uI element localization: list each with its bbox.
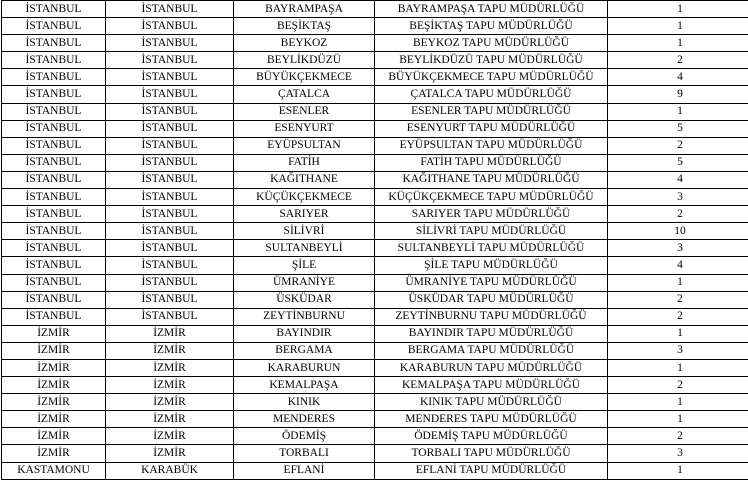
count-cell: 1 [608,35,748,52]
region-cell: İSTANBUL [106,189,234,206]
table-row [2,223,748,240]
count-cell: 1 [608,274,748,291]
table-row [2,325,748,342]
table-row [2,240,748,257]
count-cell: 1 [608,18,748,35]
province-cell: İSTANBUL [2,154,106,171]
count-cell: 1 [608,462,748,479]
district-cell: KEMALPAŞA [234,377,375,394]
district-cell: BAYINDIR [234,325,375,342]
district-cell: ŞİLE [234,257,375,274]
office-cell: ÜSKÜDAR TAPU MÜDÜRLÜĞÜ [375,291,608,308]
province-cell: İSTANBUL [2,223,106,240]
province-cell: İZMİR [2,428,106,445]
count-cell: 1 [608,359,748,376]
region-cell: İSTANBUL [106,86,234,103]
district-cell: KARABURUN [234,359,375,376]
count-cell: 1 [608,1,748,18]
office-cell: TORBALI TAPU MÜDÜRLÜĞÜ [375,445,608,462]
region-cell: KARABÜK [106,462,234,479]
table-row [2,359,748,376]
count-cell: 3 [608,189,748,206]
office-cell: EFLANİ TAPU MÜDÜRLÜĞÜ [375,462,608,479]
region-cell: İSTANBUL [106,154,234,171]
tapu-table [1,0,748,480]
district-cell: EFLANİ [234,462,375,479]
table-row [2,35,748,52]
region-cell: İSTANBUL [106,35,234,52]
office-cell: ESENLER TAPU MÜDÜRLÜĞÜ [375,103,608,120]
province-cell: İSTANBUL [2,52,106,69]
table-row [2,291,748,308]
table-row [2,428,748,445]
province-cell: İSTANBUL [2,86,106,103]
region-cell: İSTANBUL [106,103,234,120]
office-cell: BAYRAMPAŞA TAPU MÜDÜRLÜĞÜ [375,1,608,18]
region-cell: İZMİR [106,394,234,411]
office-cell: KEMALPAŞA TAPU MÜDÜRLÜĞÜ [375,377,608,394]
province-cell: İSTANBUL [2,274,106,291]
count-cell: 2 [608,52,748,69]
province-cell: İSTANBUL [2,1,106,18]
table-row [2,171,748,188]
office-cell: ÜMRANİYE TAPU MÜDÜRLÜĞÜ [375,274,608,291]
district-cell: KÜÇÜKÇEKMECE [234,189,375,206]
district-cell: ÜMRANİYE [234,274,375,291]
table-row [2,411,748,428]
province-cell: İSTANBUL [2,308,106,325]
office-cell: SARIYER TAPU MÜDÜRLÜĞÜ [375,206,608,223]
count-cell: 2 [608,377,748,394]
office-cell: SİLİVRİ TAPU MÜDÜRLÜĞÜ [375,223,608,240]
province-cell: İSTANBUL [2,257,106,274]
count-cell: 5 [608,154,748,171]
district-cell: ÖDEMİŞ [234,428,375,445]
district-cell: SULTANBEYLİ [234,240,375,257]
office-cell: BEYLİKDÜZÜ TAPU MÜDÜRLÜĞÜ [375,52,608,69]
region-cell: İSTANBUL [106,52,234,69]
office-cell: MENDERES TAPU MÜDÜRLÜĞÜ [375,411,608,428]
office-cell: BEYKOZ TAPU MÜDÜRLÜĞÜ [375,35,608,52]
province-cell: İZMİR [2,325,106,342]
province-cell: İSTANBUL [2,189,106,206]
district-cell: BEŞİKTAŞ [234,18,375,35]
region-cell: İZMİR [106,342,234,359]
count-cell: 1 [608,325,748,342]
office-cell: EYÜPSULTAN TAPU MÜDÜRLÜĞÜ [375,137,608,154]
province-cell: İSTANBUL [2,240,106,257]
province-cell: İZMİR [2,377,106,394]
province-cell: İSTANBUL [2,120,106,137]
district-cell: ESENYURT [234,120,375,137]
count-cell: 2 [608,291,748,308]
count-cell: 5 [608,120,748,137]
district-cell: BAYRAMPAŞA [234,1,375,18]
office-cell: KAĞITHANE TAPU MÜDÜRLÜĞÜ [375,171,608,188]
province-cell: İZMİR [2,359,106,376]
count-cell: 4 [608,257,748,274]
province-cell: İZMİR [2,411,106,428]
office-cell: KÜÇÜKÇEKMECE TAPU MÜDÜRLÜĞÜ [375,189,608,206]
office-cell: FATİH TAPU MÜDÜRLÜĞÜ [375,154,608,171]
district-cell: BERGAMA [234,342,375,359]
region-cell: İSTANBUL [106,240,234,257]
region-cell: İSTANBUL [106,18,234,35]
office-cell: KINIK TAPU MÜDÜRLÜĞÜ [375,394,608,411]
table-row [2,137,748,154]
office-cell: BAYINDIR TAPU MÜDÜRLÜĞÜ [375,325,608,342]
table-row [2,86,748,103]
office-cell: BEŞİKTAŞ TAPU MÜDÜRLÜĞÜ [375,18,608,35]
count-cell: 3 [608,240,748,257]
province-cell: İSTANBUL [2,35,106,52]
table-row [2,274,748,291]
region-cell: İZMİR [106,377,234,394]
district-cell: ÜSKÜDAR [234,291,375,308]
count-cell: 4 [608,171,748,188]
office-cell: KARABURUN TAPU MÜDÜRLÜĞÜ [375,359,608,376]
district-cell: KINIK [234,394,375,411]
district-cell: TORBALI [234,445,375,462]
table-row [2,462,748,479]
office-cell: BERGAMA TAPU MÜDÜRLÜĞÜ [375,342,608,359]
region-cell: İZMİR [106,428,234,445]
province-cell: İSTANBUL [2,103,106,120]
province-cell: İSTANBUL [2,206,106,223]
province-cell: İZMİR [2,342,106,359]
region-cell: İSTANBUL [106,206,234,223]
district-cell: EYÜPSULTAN [234,137,375,154]
table-row [2,120,748,137]
district-cell: SİLİVRİ [234,223,375,240]
region-cell: İSTANBUL [106,308,234,325]
table-row [2,308,748,325]
table-row [2,189,748,206]
district-cell: ÇATALCA [234,86,375,103]
office-cell: BÜYÜKÇEKMECE TAPU MÜDÜRLÜĞÜ [375,69,608,86]
table-row [2,394,748,411]
region-cell: İZMİR [106,359,234,376]
table-row [2,445,748,462]
district-cell: MENDERES [234,411,375,428]
table-row [2,342,748,359]
district-cell: BEYKOZ [234,35,375,52]
region-cell: İSTANBUL [106,137,234,154]
office-cell: ZEYTİNBURNU TAPU MÜDÜRLÜĞÜ [375,308,608,325]
count-cell: 3 [608,445,748,462]
count-cell: 3 [608,342,748,359]
province-cell: İZMİR [2,445,106,462]
region-cell: İSTANBUL [106,291,234,308]
table-row [2,103,748,120]
office-cell: ÇATALCA TAPU MÜDÜRLÜĞÜ [375,86,608,103]
count-cell: 2 [608,206,748,223]
region-cell: İSTANBUL [106,274,234,291]
district-cell: ZEYTİNBURNU [234,308,375,325]
count-cell: 4 [608,69,748,86]
count-cell: 1 [608,394,748,411]
region-cell: İZMİR [106,325,234,342]
province-cell: İSTANBUL [2,291,106,308]
office-cell: SULTANBEYLİ TAPU MÜDÜRLÜĞÜ [375,240,608,257]
office-cell: ESENYURT TAPU MÜDÜRLÜĞÜ [375,120,608,137]
count-cell: 1 [608,411,748,428]
table-row [2,1,748,18]
count-cell: 2 [608,308,748,325]
province-cell: İSTANBUL [2,69,106,86]
region-cell: İZMİR [106,411,234,428]
district-cell: ESENLER [234,103,375,120]
office-cell: ŞİLE TAPU MÜDÜRLÜĞÜ [375,257,608,274]
region-cell: İSTANBUL [106,223,234,240]
office-cell: ÖDEMİŞ TAPU MÜDÜRLÜĞÜ [375,428,608,445]
region-cell: İZMİR [106,445,234,462]
district-cell: FATİH [234,154,375,171]
district-cell: SARIYER [234,206,375,223]
count-cell: 1 [608,103,748,120]
table-row [2,206,748,223]
region-cell: İSTANBUL [106,69,234,86]
province-cell: KASTAMONU [2,462,106,479]
province-cell: İSTANBUL [2,137,106,154]
region-cell: İSTANBUL [106,120,234,137]
count-cell: 2 [608,428,748,445]
region-cell: İSTANBUL [106,1,234,18]
district-cell: BEYLİKDÜZÜ [234,52,375,69]
table-row [2,69,748,86]
region-cell: İSTANBUL [106,171,234,188]
count-cell: 9 [608,86,748,103]
region-cell: İSTANBUL [106,257,234,274]
province-cell: İZMİR [2,394,106,411]
table-row [2,154,748,171]
table-row [2,18,748,35]
table-row [2,377,748,394]
district-cell: BÜYÜKÇEKMECE [234,69,375,86]
district-cell: KAĞITHANE [234,171,375,188]
count-cell: 2 [608,137,748,154]
count-cell: 10 [608,223,748,240]
table-body [2,1,748,480]
table-row [2,257,748,274]
table-row [2,52,748,69]
province-cell: İSTANBUL [2,18,106,35]
province-cell: İSTANBUL [2,171,106,188]
